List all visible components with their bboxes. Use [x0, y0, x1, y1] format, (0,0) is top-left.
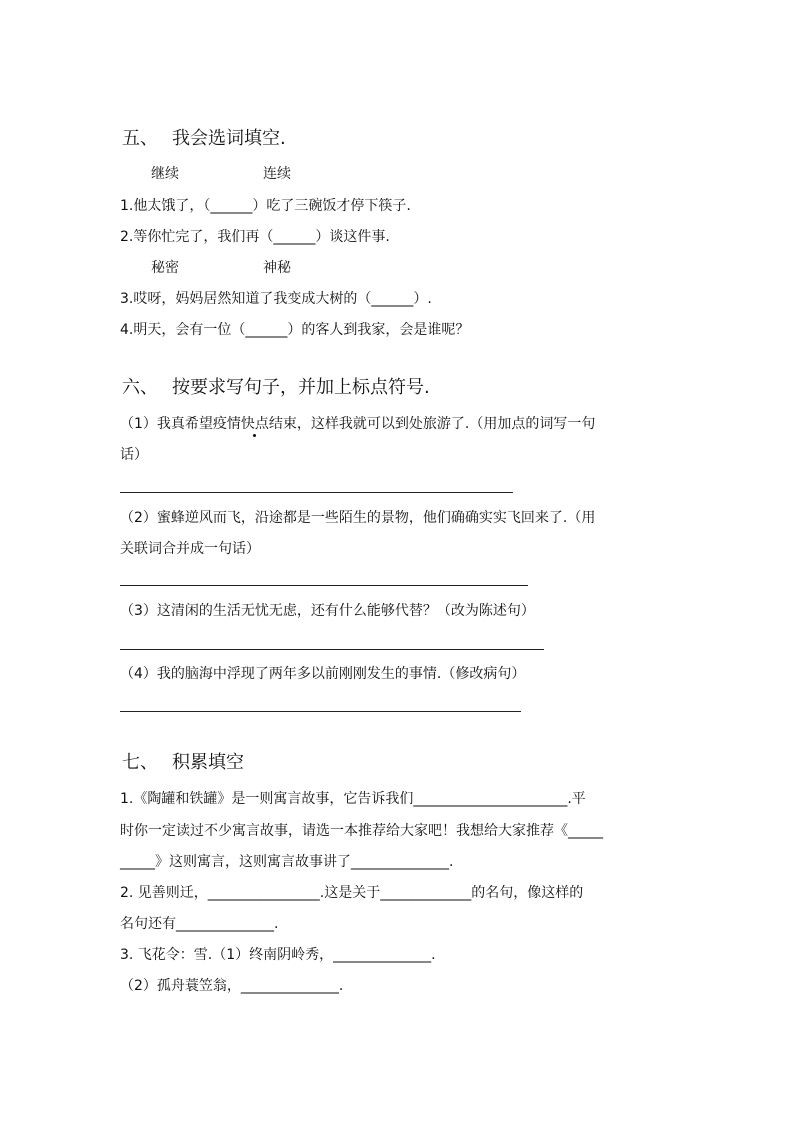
section-7-number: 七、	[122, 752, 158, 773]
section-5-number: 五、	[122, 128, 158, 149]
section-7-heading	[122, 751, 244, 775]
question-5-4: 4.明天，会有一位（______）的客人到我家，会是谁呢？	[120, 322, 470, 338]
question-5-1: 1.他太饿了，（______）吃了三碗饭才停下筷子.	[120, 198, 411, 214]
question-5-3: 3.哎呀，妈妈居然知道了我变成大树的（______）.	[120, 291, 432, 307]
question-5-2: 2.等你忙完了，我们再（______）谈这件事.	[120, 229, 390, 245]
word-choice: 神秘	[263, 260, 291, 276]
question-6-1-line-2: 话）	[120, 447, 148, 463]
text-segment: （1）我真希望疫情	[120, 416, 241, 432]
answer-line-6-2[interactable]	[120, 585, 528, 586]
question-7-3-line-2: （2）孤舟蓑笠翁，______________.	[120, 978, 344, 994]
section-6-number: 六、	[122, 377, 158, 398]
text-segment: 结束，这样我就可以到处旅游了.（用加点的词写一句	[268, 416, 596, 432]
question-7-2-line-1: 2. 见善则迁，________________.这是关于_____________的名句，像这样的	[120, 885, 584, 901]
question-7-1-line-2: 时你一定读过不少寓言故事，请选一本推荐给大家吧！我想给大家推荐《_____	[120, 823, 603, 839]
section-5-title: 我会选词填空.	[172, 128, 286, 149]
question-6-1-line-1	[120, 414, 595, 434]
dotted-word: 快点	[240, 416, 269, 432]
question-6-4: （4）我的脑海中浮现了两年多以前刚刚发生的事情.（修改病句）	[120, 666, 526, 682]
answer-line-6-1[interactable]	[120, 492, 513, 493]
section-5-heading	[122, 127, 286, 151]
section-6-title: 按要求写句子，并加上标点符号.	[172, 377, 430, 398]
question-7-2-line-2: 名句还有______________.	[120, 916, 279, 932]
word-choices-a	[151, 164, 291, 184]
word-choice: 连续	[263, 166, 291, 182]
question-7-1-line-1: 1.《陶罐和铁罐》是一则寓言故事，它告诉我们______________________.平	[120, 791, 586, 807]
section-7-title: 积累填空	[172, 752, 244, 773]
question-7-3-line-1: 3. 飞花令：雪.（1）终南阴岭秀，______________.	[120, 947, 436, 963]
question-6-2-line-1: （2）蜜蜂逆风而飞，沿途都是一些陌生的景物，他们确确实实飞回来了.（用	[120, 510, 596, 526]
section-6-heading	[122, 376, 430, 400]
word-choice: 秘密	[151, 260, 179, 276]
word-choice: 继续	[151, 166, 179, 182]
word-choices-b	[151, 258, 291, 278]
question-6-2-line-2: 关联词合并成一句话）	[120, 541, 260, 557]
answer-line-6-3[interactable]	[120, 649, 544, 650]
question-7-1-line-3: _____》这则寓言，这则寓言故事讲了______________.	[120, 854, 454, 870]
question-6-3: （3）这清闲的生活无忧无虑，还有什么能够代替？（改为陈述句）	[120, 603, 535, 619]
answer-line-6-4[interactable]	[120, 711, 521, 712]
